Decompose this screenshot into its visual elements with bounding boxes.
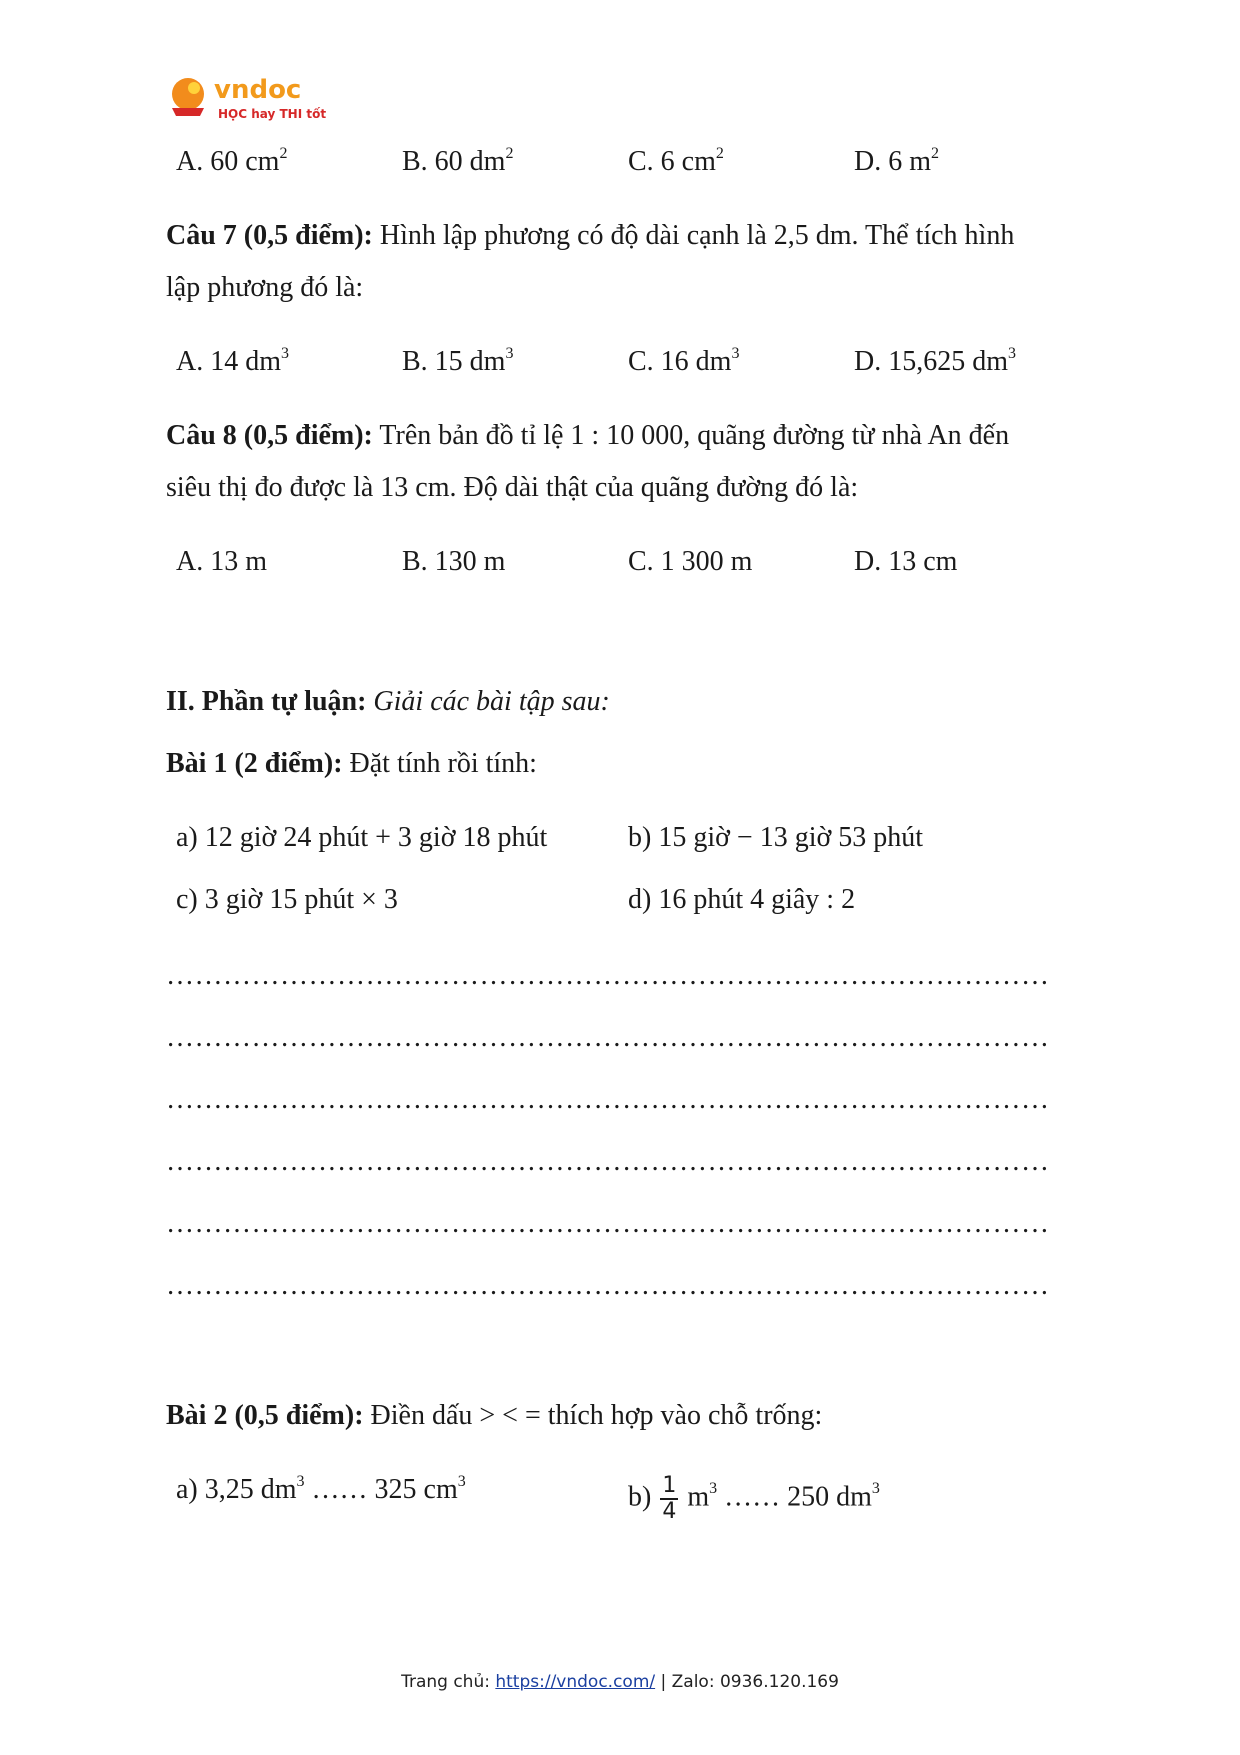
bai2-item-a: a) 3,25 $dm^3$ …… 325 $cm^3$ (176, 1473, 466, 1505)
bai1-item-a: a) 12 giờ 24 phút + 3 giờ 18 phút (176, 822, 548, 853)
bai2-heading: Bài 2 (0,5 điểm): Điền dấu > < = thích hợp vào chỗ trống: (166, 1400, 823, 1431)
q6-option-a: A. 60 $cm^2$ (176, 145, 288, 177)
q7-option-d: D. 15,625 $dm^3$ (854, 345, 1016, 377)
q7-question-line1: Câu 7 (0,5 điểm): Hình lập phương có độ dài cạnh là 2,5 dm. Thể tích hình (166, 220, 1015, 251)
bai1-item-b: b) 15 giờ − 13 giờ 53 phút (628, 822, 924, 853)
q8-question-line1: Câu 8 (0,5 điểm): Trên bản đồ tỉ lệ 1 : 10 000, quãng đường từ nhà An đến (166, 420, 1010, 451)
vndoc-logo[interactable] (166, 70, 326, 126)
answer-line[interactable]: ………………………………………………………………………………… (166, 1022, 1050, 1053)
q8-option-a: A. 13 m (176, 546, 267, 577)
q7-question-line2: lập phương đó là: (166, 272, 364, 303)
q7-option-b: B. 15 $dm^3$ (402, 345, 514, 377)
q8-question-line2: siêu thị đo được là 13 cm. Độ dài thật của quãng đường đó là: (166, 472, 859, 503)
q7-option-c: C. 16 $dm^3$ (628, 345, 740, 377)
q8-option-b: B. 130 m (402, 546, 506, 577)
answer-line[interactable]: ………………………………………………………………………………… (166, 1146, 1050, 1177)
q8-option-d: D. 13 cm (854, 546, 958, 577)
homepage-link[interactable]: https://vndoc.com/ (495, 1672, 656, 1692)
answer-line[interactable]: ………………………………………………………………………………… (166, 1208, 1050, 1239)
answer-line[interactable]: ………………………………………………………………………………… (166, 1270, 1050, 1301)
bai2-item-b: b) $\frac{1}{4}$ $m^3$ …… 250 $dm^3$ (628, 1473, 880, 1524)
logo-brand: vndoc (214, 75, 302, 105)
bai1-item-d: d) 16 phút 4 giây : 2 (628, 884, 856, 915)
q6-option-c: C. 6 $cm^2$ (628, 145, 724, 177)
bai1-item-c: c) 3 giờ 15 phút × 3 (176, 884, 398, 915)
answer-line[interactable]: ………………………………………………………………………………… (166, 1084, 1050, 1115)
q6-option-d: D. 6 $m^2$ (854, 145, 939, 177)
answer-line[interactable]: ………………………………………………………………………………… (166, 960, 1050, 991)
q6-option-b: B. 60 $dm^2$ (402, 145, 514, 177)
part2-heading: II. Phần tự luận: Giải các bài tập sau: (166, 686, 610, 717)
bai1-heading: Bài 1 (2 điểm): Đặt tính rồi tính: (166, 748, 537, 779)
q8-option-c: C. 1 300 m (628, 546, 753, 577)
page-footer: Trang chủ: https://vndoc.com/ | Zalo: 0936.120.169 (401, 1672, 839, 1692)
fraction: $\frac{1}{4}$ (662, 1473, 677, 1524)
q7-option-a: A. 14 $dm^3$ (176, 345, 289, 377)
logo-tagline: HỌC hay THI tốt (218, 107, 326, 121)
